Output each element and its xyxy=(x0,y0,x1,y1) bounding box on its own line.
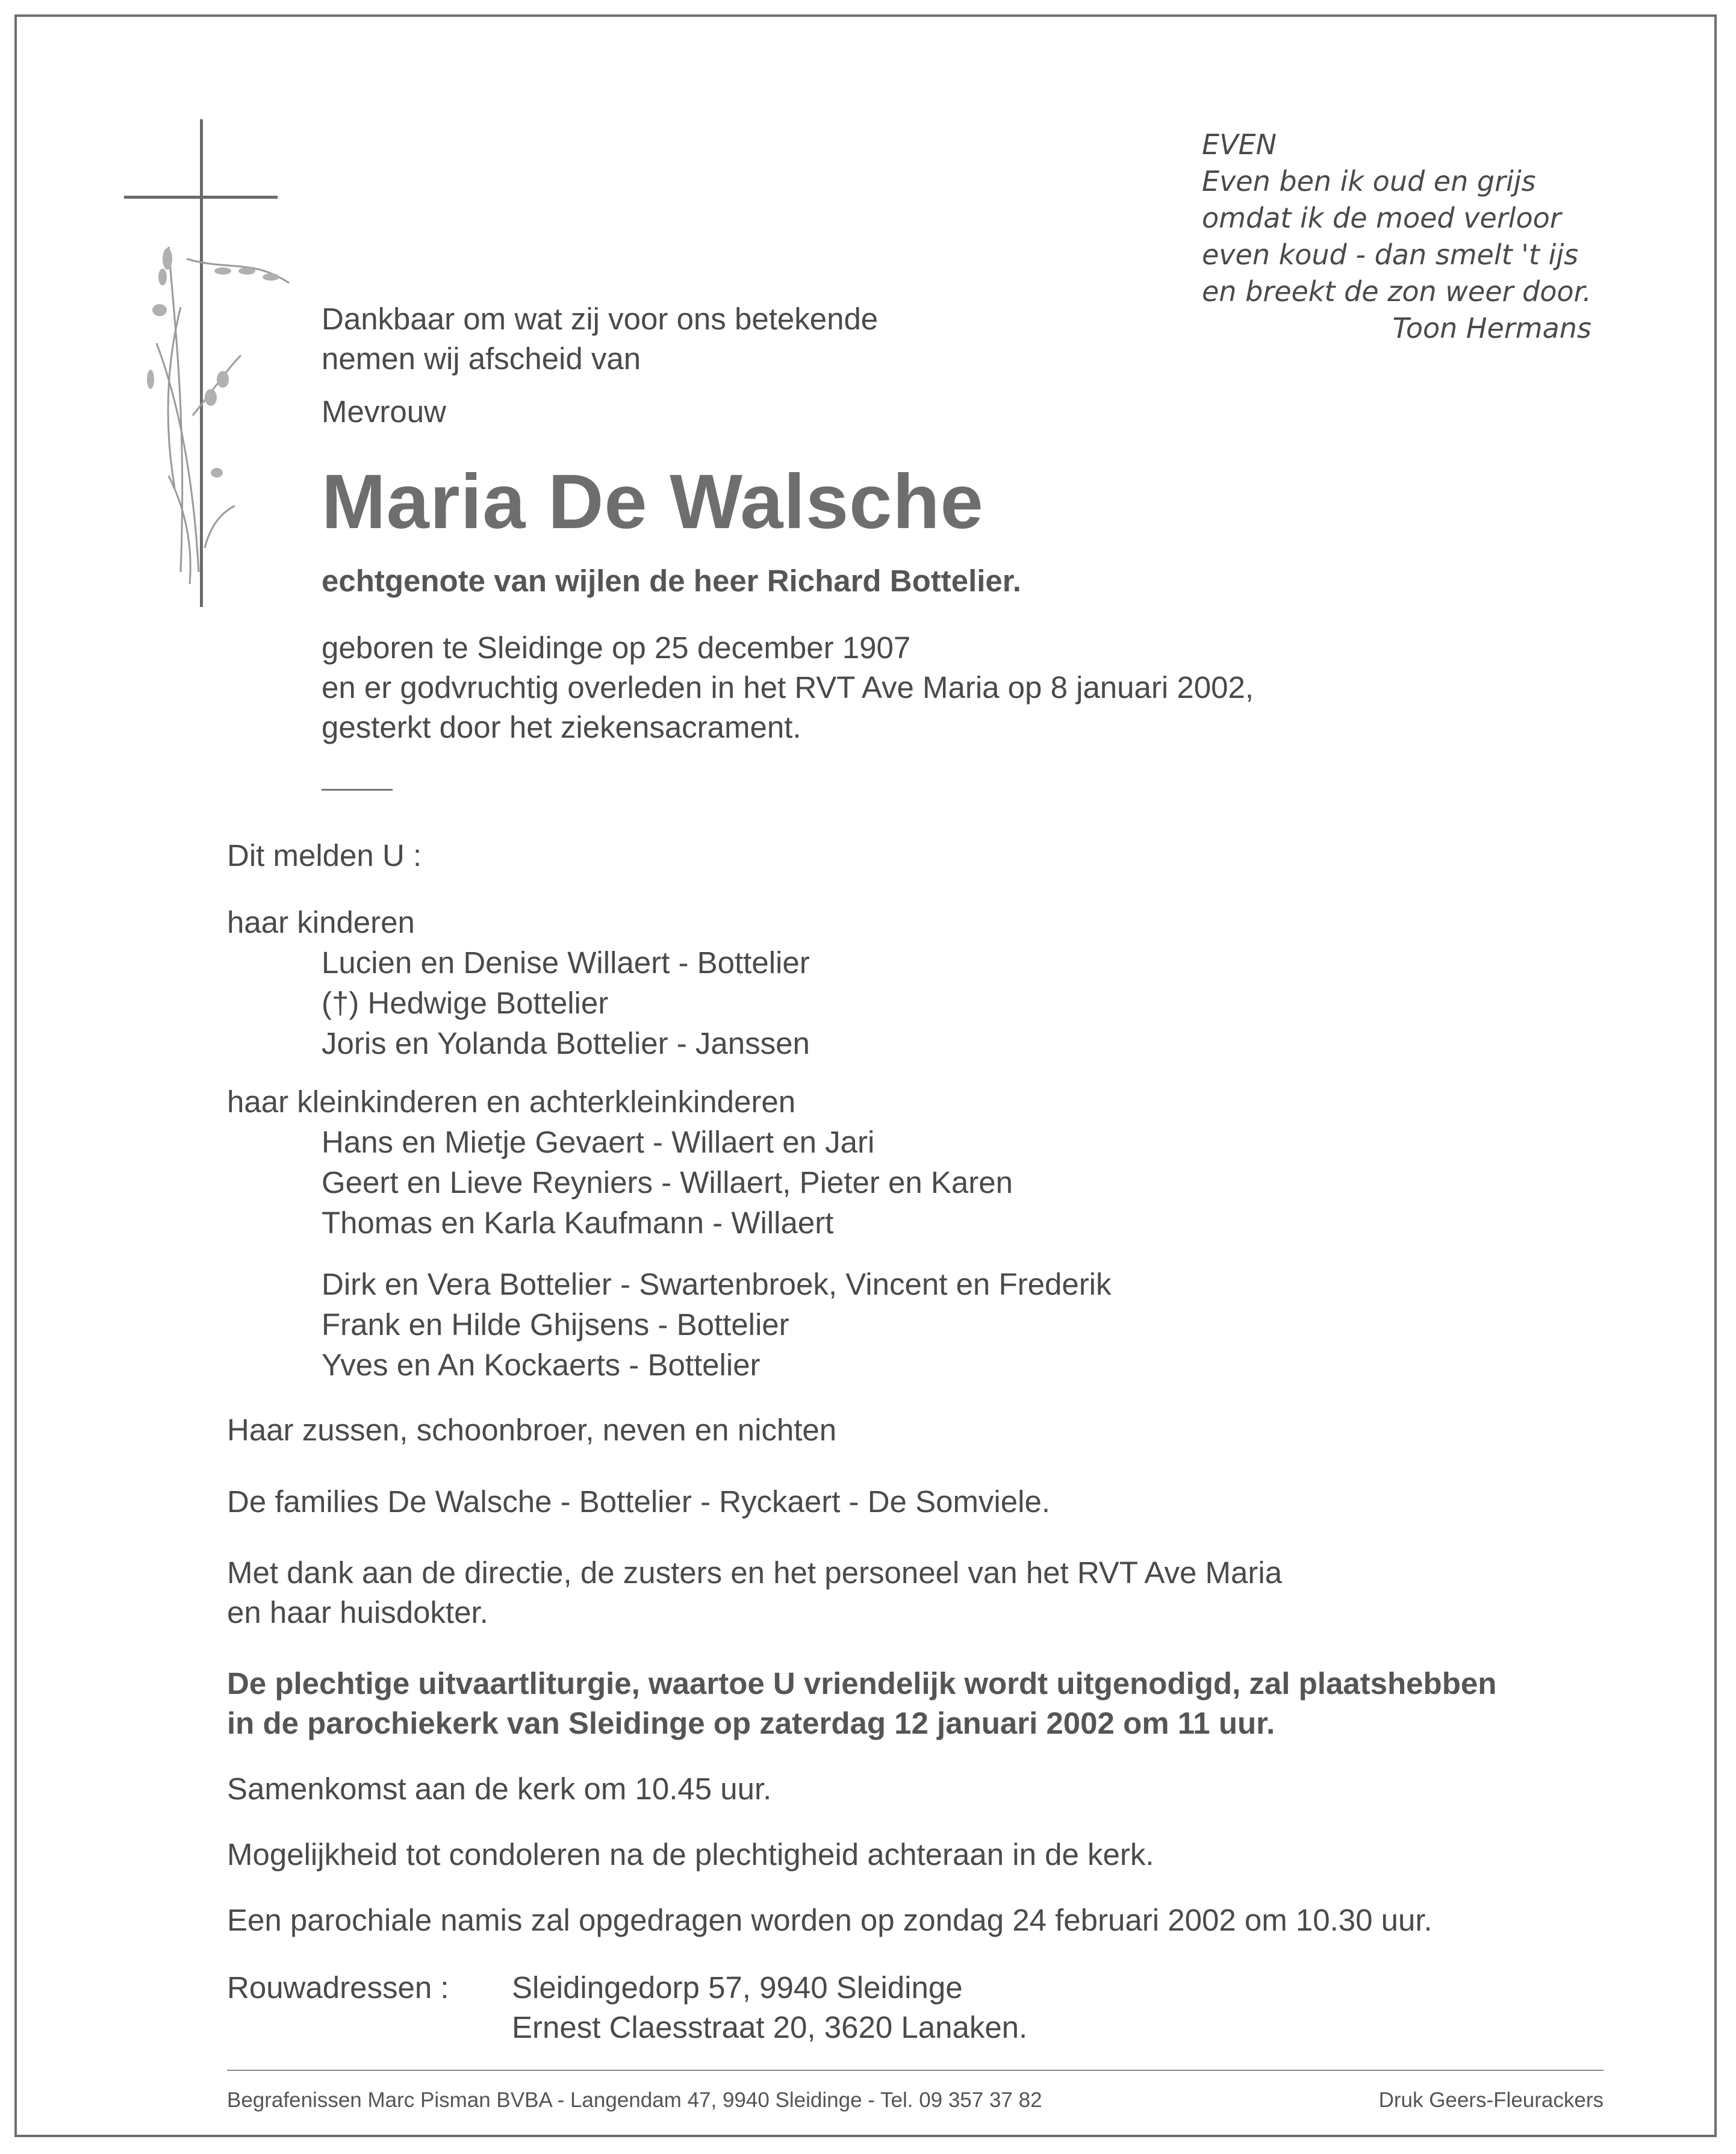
list-item: Frank en Hilde Ghijsens - Bottelier xyxy=(322,1307,789,1342)
list-item: Hans en Mietje Gevaert - Willaert en Jari xyxy=(322,1125,875,1159)
addresses-label: Rouwadressen : xyxy=(227,1970,449,2005)
list-item: Joris en Yolanda Bottelier - Janssen xyxy=(322,1026,810,1060)
poem-line: even koud - dan smelt 't ijs xyxy=(1202,238,1579,271)
deceased-name: Maria De Walsche xyxy=(322,459,984,545)
gathering-line: Samenkomst aan de kerk om 10.45 uur. xyxy=(227,1772,772,1806)
announce-line: Dit melden U : xyxy=(227,838,422,873)
list-item: Dirk en Vera Bottelier - Swartenbroek, Vincent en Frederik xyxy=(322,1267,1112,1301)
footer-undertaker: Begrafenissen Marc Pisman BVBA - Langendam 47, 9940 Sleidinge - Tel. 09 357 37 82 xyxy=(227,2088,1042,2112)
list-item: Lucien en Denise Willaert - Bottelier xyxy=(322,945,810,980)
poem xyxy=(1202,126,1591,347)
funeral-line: in de parochiekerk van Sleidinge op zaterdag 12 januari 2002 om 11 uur. xyxy=(227,1706,1275,1740)
poem-line: omdat ik de moed verloor xyxy=(1202,202,1561,234)
spouse-line: echtgenote van wijlen de heer Richard Bottelier. xyxy=(322,564,1021,598)
list-item: (†) Hedwige Bottelier xyxy=(322,986,609,1020)
thanks-line: en haar huisdokter. xyxy=(227,1595,488,1630)
footer-rule xyxy=(227,2070,1604,2071)
death-line: en er godvruchtig overleden in het RVT Ave Maria op 8 januari 2002, xyxy=(322,670,1254,705)
list-item: Geert en Lieve Reyniers - Willaert, Pieter en Karen xyxy=(322,1165,1013,1200)
poem-author: Toon Hermans xyxy=(1392,312,1591,344)
poem-line: en breekt de zon weer door. xyxy=(1202,275,1591,308)
salutation: Mevrouw xyxy=(322,394,446,429)
thanks-line: Met dank aan de directie, de zusters en het personeel van het RVT Ave Maria xyxy=(227,1555,1283,1590)
intro-line: Dankbaar om wat zij voor ons betekende xyxy=(322,302,879,336)
condolence-line: Mogelijkheid tot condoleren na de plechtigheid achteraan in de kerk. xyxy=(227,1837,1154,1872)
siblings-line: Haar zussen, schoonbroer, neven en nichten xyxy=(227,1413,837,1447)
poem-title: EVEN xyxy=(1202,128,1277,161)
families-line: De families De Walsche - Bottelier - Ryckaert - De Somviele. xyxy=(227,1484,1050,1519)
address-line: Sleidingedorp 57, 9940 Sleidinge xyxy=(512,1970,963,2005)
grandchildren-heading: haar kleinkinderen en achterkleinkinderen xyxy=(227,1085,796,1119)
footer-printer: Druk Geers-Fleurackers xyxy=(1378,2088,1604,2112)
sacrament-line: gesterkt door het ziekensacrament. xyxy=(322,710,801,744)
children-heading: haar kinderen xyxy=(227,905,415,939)
list-item: Yves en An Kockaerts - Bottelier xyxy=(322,1348,761,1382)
poem-line: Even ben ik oud en grijs xyxy=(1202,165,1536,198)
intro-line: nemen wij afscheid van xyxy=(322,341,641,376)
birth-line: geboren te Sleidinge op 25 december 1907 xyxy=(322,630,911,665)
wheat-icon xyxy=(132,235,313,596)
list-item: Thomas en Karla Kaufmann - Willaert xyxy=(322,1206,834,1240)
divider xyxy=(322,789,393,791)
mass-line: Een parochiale namis zal opgedragen worden op zondag 24 februari 2002 om 10.30 uur. xyxy=(227,1903,1433,1937)
address-line: Ernest Claesstraat 20, 3620 Lanaken. xyxy=(512,2010,1028,2044)
funeral-line: De plechtige uitvaartliturgie, waartoe U vriendelijk wordt uitgenodigd, zal plaatshebben xyxy=(227,1666,1497,1701)
